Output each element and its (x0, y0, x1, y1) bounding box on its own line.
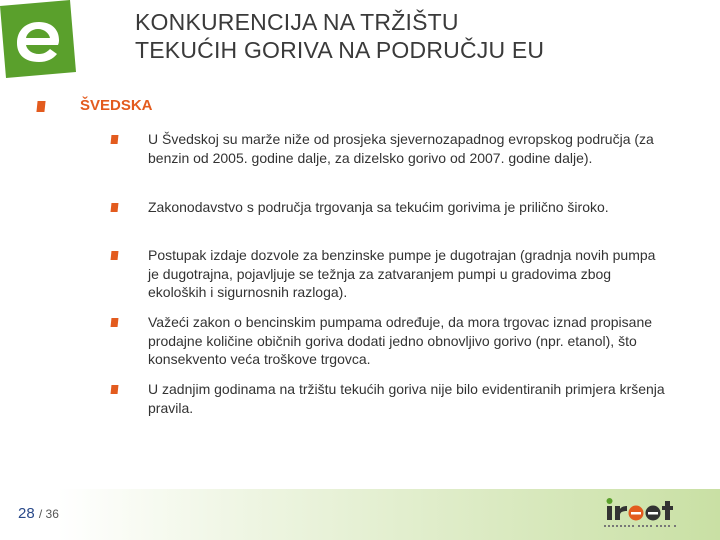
list-item: Zakonodavstvo s područja trgovanja sa tekućim gorivima je prilično široko. (148, 199, 609, 215)
section-bullet-icon (36, 101, 45, 112)
bullet-icon (111, 203, 119, 212)
page-current: 28 (18, 505, 35, 522)
section-heading: ŠVEDSKA (80, 97, 153, 114)
page-title (135, 8, 695, 64)
bullet-icon (111, 385, 119, 394)
title-line-2: TEKUĆIH GORIVA NA PODRUČJU EU (135, 37, 545, 63)
bullet-icon (111, 318, 119, 327)
page-number (18, 505, 59, 522)
list-item: U zadnjim godinama na tržištu tekućih goriva nije bilo evidentiranih primjera kršenja pravila. (148, 381, 665, 416)
list-item: U Švedskoj su marže niže od prosjeka sjevernozapadnog evropskog područja (za benzin od 2005. godine dalje, za dizelsko gorivo od 2007. godine dalje). (148, 131, 654, 166)
bullet-icon (111, 135, 119, 144)
bullet-icon (111, 251, 119, 260)
list-item: Važeći zakon o bencinskim pumpama određuje, da mora trgovac iznad propisane prodajne količine običnih goriva dodati jedno obnovljivo gorivo (npr. etanol), što konsekvento veća troškove trgovca. (148, 314, 653, 367)
title-line-1: KONKURENCIJA NA TRŽIŠTU (135, 9, 459, 35)
brand-tagline-mark (604, 523, 680, 529)
page-total: / 36 (38, 507, 59, 521)
e-logo-icon (0, 0, 76, 78)
list-item: Postupak izdaje dozvole za benzinske pumpe je dugotrajan (gradnja novih pumpa je dugotrajna, pojavljuje se težnja za zatvaranjem pumpi u gradovima zbog ekoloških i sigurnosnih razloga). (148, 247, 656, 300)
